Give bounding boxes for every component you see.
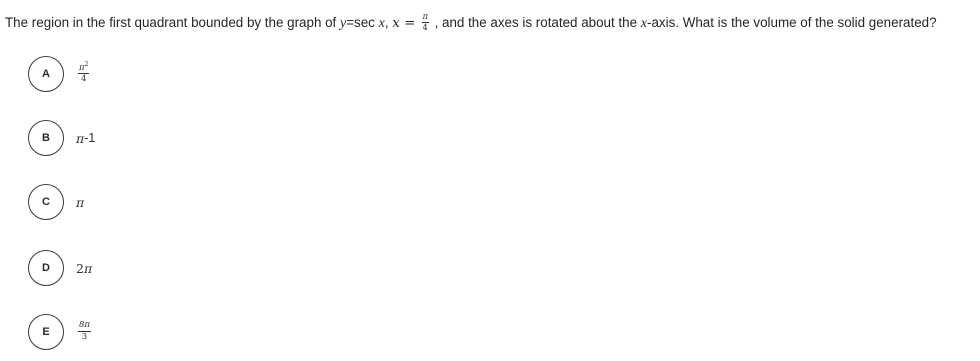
option-c-pi: π [76,194,85,210]
question-part-3: -axis. What is the volume of the solid generated? [647,15,937,30]
option-a-exponent: 2 [84,61,89,69]
option-d-pi: π [83,260,93,276]
option-c[interactable] [28,184,84,220]
var-x: x [378,16,385,31]
question-part-1: The region in the first quadrant bounded by the graph of [5,15,340,30]
option-e[interactable] [28,314,93,350]
option-c-answer [76,195,84,210]
option-a-fraction [78,62,89,84]
option-b-rest: -1 [84,131,96,145]
option-a-answer [76,63,91,85]
math-equals: = [399,16,420,31]
question-sec: =sec [346,15,379,30]
option-b-pi: π [76,130,85,146]
question-part-2: , and the axes is rotated about the [430,15,641,30]
option-a[interactable] [28,56,91,92]
var-x-axis: x [640,16,647,31]
option-b[interactable] [28,120,95,156]
question-comma: , [384,15,393,30]
var-y: y [340,16,347,31]
math-x: x [392,16,400,31]
option-d-coefficient: 2 [76,260,84,276]
option-a-denominator: 4 [81,74,87,85]
option-b-answer [76,131,95,146]
option-e-answer [76,322,93,342]
option-c-letter[interactable]: C [28,184,64,220]
option-e-letter[interactable]: E [28,314,64,350]
option-a-letter[interactable]: A [28,56,64,92]
option-e-fraction [78,321,91,341]
option-a-num-pi: π [79,62,85,73]
option-d[interactable] [28,250,92,286]
option-d-answer [76,261,92,276]
bound-denominator: 4 [422,22,428,32]
option-d-letter[interactable]: D [28,250,64,286]
bound-numerator: π [422,11,428,21]
bound-fraction [422,13,429,32]
option-a-numerator [78,62,89,74]
option-e-denominator: 3 [81,331,88,342]
option-e-numerator: 8π [79,320,90,330]
option-b-letter[interactable]: B [28,120,64,156]
question-text [5,13,980,34]
